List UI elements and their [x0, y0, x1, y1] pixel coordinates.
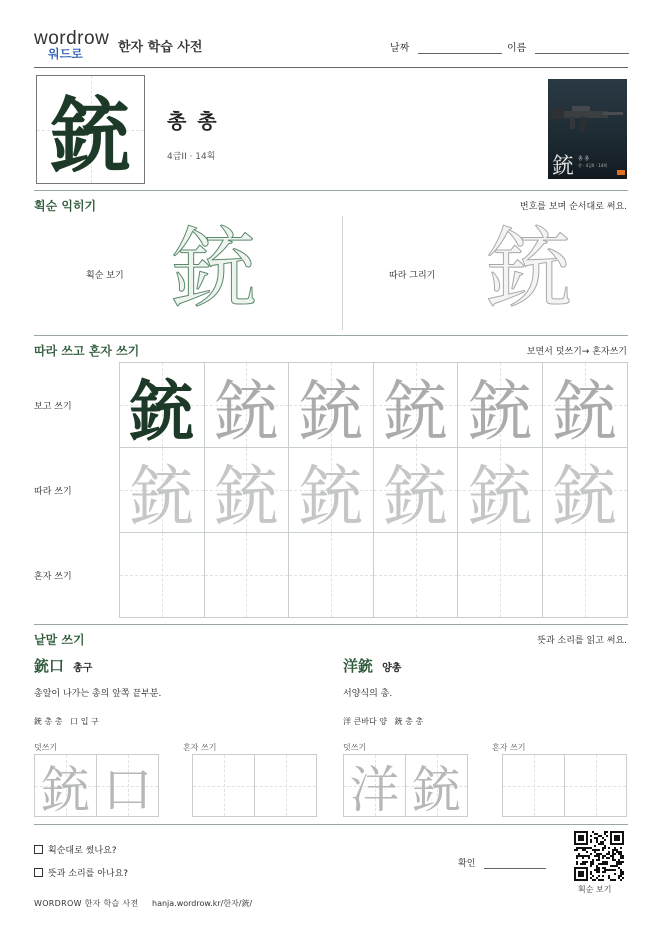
practice-row-label: 따라 쓰기 — [34, 487, 72, 497]
words-section-title: 낱말 쓰기 — [34, 633, 85, 647]
stroke-trace-figure[interactable] — [477, 217, 581, 320]
practice-hanja: 銃 — [128, 371, 195, 450]
hanja-level: 4급II · 14획 — [167, 152, 216, 162]
rifle-thumbnail — [548, 79, 627, 179]
logo — [34, 29, 114, 63]
word-trace-hanja: 銃 — [40, 760, 91, 819]
rifle-icon — [548, 89, 627, 149]
practice-hanja: 銃 — [551, 372, 618, 450]
stroke-trace-label: 따라 그리기 — [389, 271, 436, 281]
practice-hanja: 銃 — [297, 457, 364, 535]
checklist-item[interactable] — [34, 843, 117, 856]
word-trace-label: 덧쓰기 — [343, 743, 367, 752]
practice-hanja: 銃 — [382, 372, 449, 450]
word-alone-cell[interactable] — [502, 754, 565, 817]
stroke-section-hint: 번호를 보며 순서대로 써요. — [519, 202, 627, 212]
confirm-field[interactable] — [458, 856, 546, 869]
practice-cell[interactable] — [373, 362, 459, 448]
practice-row-label: 혼자 쓰기 — [34, 572, 72, 582]
practice-row-label: 보고 쓰기 — [34, 402, 72, 412]
practice-cell[interactable] — [542, 532, 628, 618]
word-alone-label: 혼자 쓰기 — [492, 743, 526, 752]
thumb-caption: 총 · 4급II · 14획 — [578, 163, 608, 168]
practice-cell[interactable] — [457, 532, 543, 618]
practice-section-hint: 보면서 덧쓰기→ 혼자쓰기 — [526, 347, 627, 357]
word-trace-hanja: 洋 — [349, 760, 400, 819]
word-hanja: 洋銃 — [343, 657, 374, 675]
main-hanja-box — [36, 75, 145, 184]
word-reading: 총구 — [73, 663, 93, 674]
practice-hanja: 銃 — [128, 457, 195, 535]
practice-cell[interactable] — [119, 532, 205, 618]
stroke-trace-hanja: 銃 — [484, 217, 573, 320]
stroke-divider — [342, 216, 343, 330]
logo-top: wordrow — [34, 28, 110, 49]
word-parts: 洋 큰바다 양 銃 총 총 — [343, 717, 424, 726]
stroke-view-hanja: 銃 — [169, 217, 258, 320]
words-section-hint: 뜻과 소리를 읽고 써요. — [537, 636, 627, 646]
qr-code[interactable] — [574, 831, 624, 881]
word-entry — [34, 655, 324, 676]
practice-cell[interactable] — [204, 362, 290, 448]
footer-brand: WORDROW 한자 학습 사전 — [34, 899, 139, 908]
word-meaning: 총알이 나가는 총의 앞쪽 끝부분. — [34, 689, 162, 699]
practice-hanja: 銃 — [213, 372, 280, 450]
word-trace-cell[interactable] — [405, 754, 468, 817]
footer-url[interactable]: hanja.wordrow.kr/한자/銃/ — [152, 899, 253, 908]
word-trace-label: 덧쓰기 — [34, 743, 58, 752]
thumb-reading: 총 총 — [578, 156, 590, 162]
practice-cell[interactable] — [457, 447, 543, 533]
practice-section-title: 따라 쓰고 혼자 쓰기 — [34, 344, 140, 358]
checklist-label: 뜻과 소리를 아나요? — [48, 869, 129, 879]
practice-cell[interactable] — [204, 447, 290, 533]
word-alone-cell[interactable] — [564, 754, 627, 817]
practice-hanja: 銃 — [297, 372, 364, 450]
practice-hanja: 銃 — [551, 457, 618, 535]
stroke-view-figure — [162, 217, 266, 320]
word-trace-hanja: 銃 — [411, 760, 462, 819]
practice-cell[interactable] — [457, 362, 543, 448]
stroke-section-title: 획순 익히기 — [34, 199, 97, 213]
date-label: 날짜 — [390, 43, 410, 54]
word-entry — [343, 655, 633, 676]
name-label: 이름 — [507, 43, 527, 54]
word-alone-cell[interactable] — [192, 754, 255, 817]
practice-cell[interactable] — [288, 447, 374, 533]
practice-hanja: 銃 — [467, 372, 534, 450]
word-reading: 양총 — [382, 663, 402, 674]
word-trace-hanja: 口 — [102, 760, 153, 819]
confirm-label: 확인 — [458, 859, 476, 869]
thumb-badge — [617, 170, 625, 175]
qr-label: 획순 보기 — [578, 885, 612, 894]
logo-bottom: 워드로 — [48, 47, 83, 61]
word-hanja: 銃口 — [34, 657, 65, 675]
word-meaning: 서양식의 총. — [343, 689, 393, 699]
practice-cell[interactable] — [288, 362, 374, 448]
practice-hanja: 銃 — [382, 457, 449, 535]
word-trace-cell[interactable] — [343, 754, 406, 817]
word-trace-cell[interactable] — [96, 754, 159, 817]
checkbox[interactable] — [34, 868, 43, 877]
word-alone-cell[interactable] — [254, 754, 317, 817]
hanja-reading: 총 총 — [167, 109, 219, 133]
practice-hanja: 銃 — [467, 457, 534, 535]
word-parts: 銃 총 총 口 입 구 — [34, 717, 99, 726]
practice-cell[interactable] — [542, 362, 628, 448]
word-alone-label: 혼자 쓰기 — [183, 743, 217, 752]
qr-icon — [574, 831, 624, 881]
checkbox[interactable] — [34, 845, 43, 854]
checklist-label: 획순대로 썼나요? — [48, 846, 117, 856]
date-field[interactable] — [390, 39, 502, 54]
practice-cell[interactable] — [204, 532, 290, 618]
practice-hanja: 銃 — [213, 457, 280, 535]
app-title: 한자 학습 사전 — [118, 40, 203, 55]
stroke-view-label: 획순 보기 — [86, 271, 124, 281]
practice-cell[interactable] — [373, 532, 459, 618]
main-hanja: 銃 — [49, 88, 132, 184]
name-field[interactable] — [507, 39, 629, 54]
practice-cell[interactable] — [373, 447, 459, 533]
checklist-item[interactable] — [34, 866, 128, 879]
thumb-hanja: 銃 — [552, 154, 575, 179]
practice-cell[interactable] — [542, 447, 628, 533]
practice-cell[interactable] — [119, 362, 205, 448]
practice-cell[interactable] — [288, 532, 374, 618]
word-trace-cell[interactable] — [34, 754, 97, 817]
practice-cell[interactable] — [119, 447, 205, 533]
